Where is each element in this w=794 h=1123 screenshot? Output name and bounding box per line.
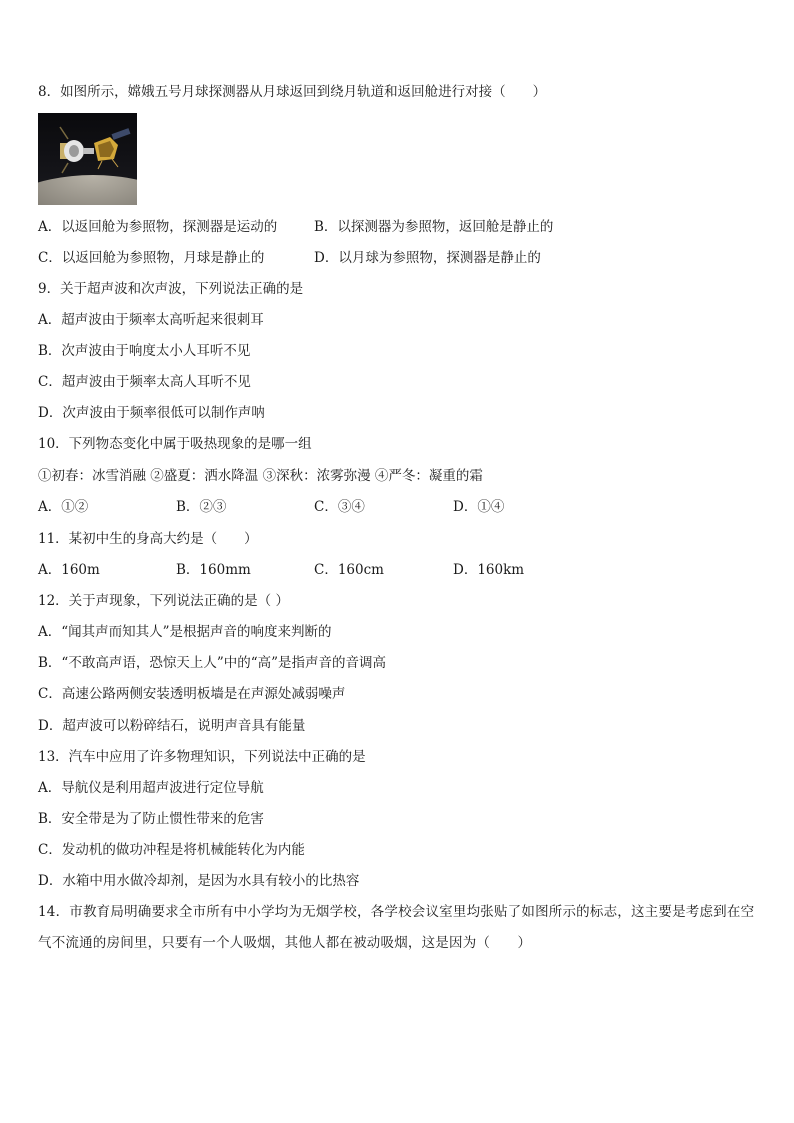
question-11-stem: 11．某初中生的身高大约是（ ） — [38, 531, 258, 547]
q11-option-b: B．160mm — [176, 562, 251, 578]
question-9-stem: 9．关于超声波和次声波，下列说法正确的是 — [38, 281, 304, 297]
question-8-stem: 8．如图所示，嫦娥五号月球探测器从月球返回到绕月轨道和返回舱进行对接（ ） — [38, 84, 547, 100]
q8-option-c: C．以返回舱为参照物，月球是静止的 — [38, 250, 265, 266]
q10-items: ①初春：冰雪消融 ②盛夏：洒水降温 ③深秋：浓雾弥漫 ④严冬：凝重的霜 — [38, 468, 483, 484]
question-13-stem: 13．汽车中应用了许多物理知识，下列说法中正确的是 — [38, 749, 366, 765]
q11-option-d: D．160km — [453, 562, 525, 578]
q8-option-d: D．以月球为参照物，探测器是静止的 — [314, 250, 541, 266]
q12-option-d: D．超声波可以粉碎结石，说明声音具有能量 — [38, 718, 306, 734]
q9-option-c: C．超声波由于频率太高人耳听不见 — [38, 374, 251, 390]
q13-option-a: A．导航仪是利用超声波进行定位导航 — [38, 780, 264, 796]
question-10-stem: 10．下列物态变化中属于吸热现象的是哪一组 — [38, 436, 312, 452]
spacecraft-image — [38, 113, 137, 205]
q10-option-d: D．①④ — [453, 499, 505, 515]
chang-e-5-docking-illustration — [38, 113, 137, 205]
q9-option-b: B．次声波由于响度太小人耳听不见 — [38, 343, 251, 359]
q13-option-c: C．发动机的做功冲程是将机械能转化为内能 — [38, 842, 305, 858]
q10-option-a: A．①② — [38, 499, 89, 515]
q11-option-c: C．160cm — [314, 562, 384, 578]
q11-option-a: A．160m — [38, 562, 100, 578]
question-14-stem: 14．市教育局明确要求全市所有中小学均为无烟学校，各学校会议室里均张贴了如图所示的标志，这主要是考虑到在空气不流通的房间里，只要有一个人吸烟，其他人都在被动吸烟，这是因为（ ） — [38, 904, 755, 951]
q8-option-a: A．以返回舱为参照物，探测器是运动的 — [38, 219, 278, 235]
q13-option-d: D．水箱中用水做冷却剂，是因为水具有较小的比热容 — [38, 873, 360, 889]
question-12-stem: 12．关于声现象，下列说法正确的是（ ） — [38, 593, 289, 609]
q12-option-b: B．“不敢高声语，恐惊天上人”中的“高”是指声音的音调高 — [38, 655, 387, 671]
q9-option-a: A．超声波由于频率太高听起来很刺耳 — [38, 312, 264, 328]
q12-option-c: C．高速公路两侧安装透明板墙是在声源处减弱噪声 — [38, 686, 346, 702]
q12-option-a: A．“闻其声而知其人”是根据声音的响度来判断的 — [38, 624, 332, 640]
q8-option-b: B．以探测器为参照物，返回舱是静止的 — [314, 219, 554, 235]
q13-option-b: B．安全带是为了防止惯性带来的危害 — [38, 811, 264, 827]
q9-option-d: D．次声波由于频率很低可以制作声呐 — [38, 405, 265, 421]
q10-option-c: C．③④ — [314, 499, 365, 515]
q10-option-b: B．②③ — [176, 499, 227, 515]
